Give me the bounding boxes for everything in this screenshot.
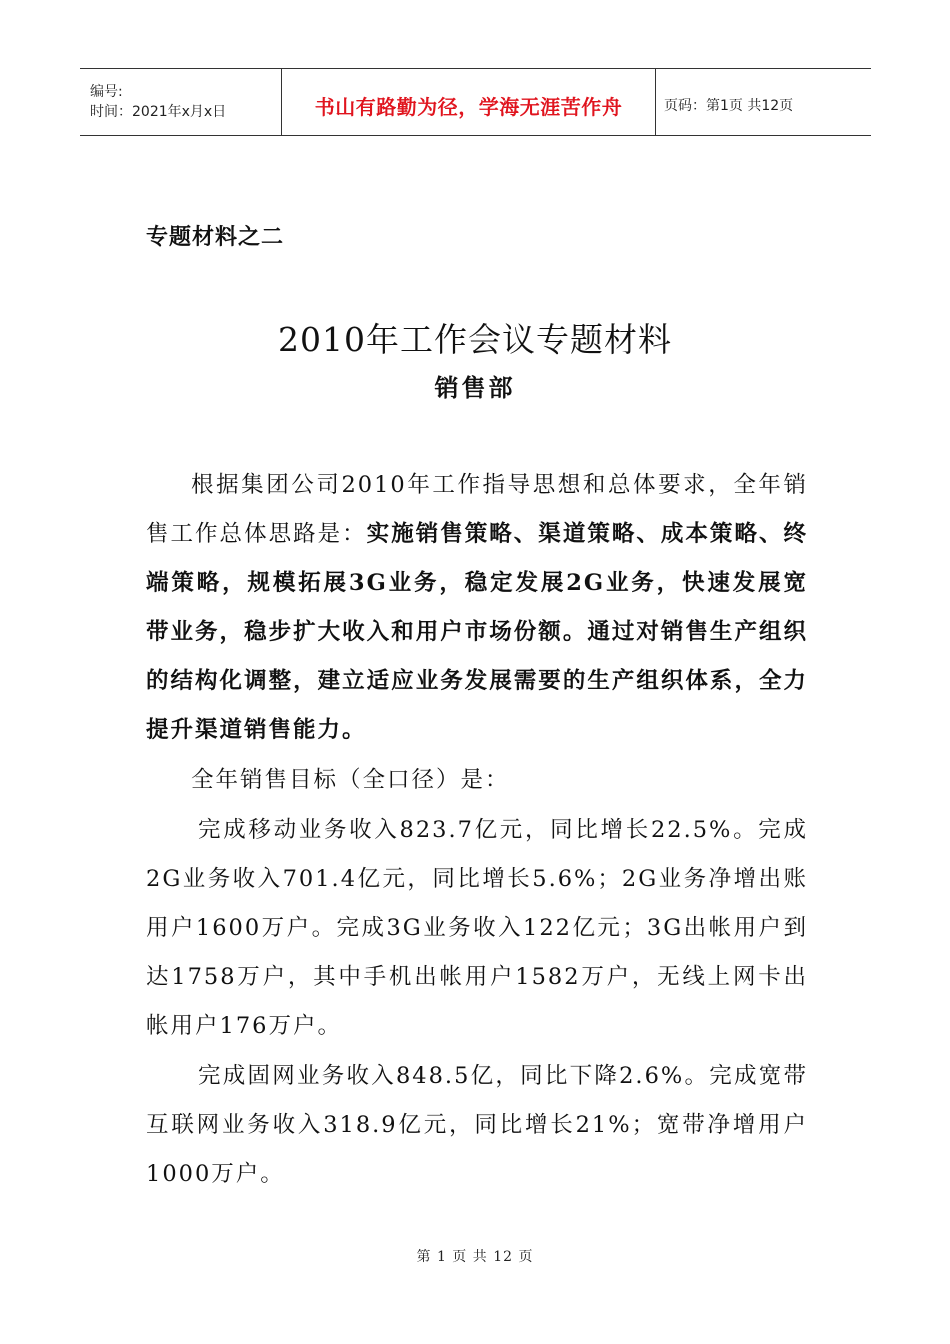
paragraph-overview — [146, 461, 808, 755]
section-label: 专题材料之二 — [146, 224, 285, 250]
paragraph-mobile-targets: 完成移动业务收入823.7亿元，同比增长22.5%。完成2G业务收入701.4亿元，同比增长5.6%；2G业务净增出账用户1600万户。完成3G业务收入122亿元；3G出帐用户到达1758万户，其中手机出帐用户1582万户，无线上网卡出帐用户176万户。 — [146, 817, 808, 1039]
header-page-cell — [656, 69, 871, 135]
paragraph-overview-emphasis: 实施销售策略、渠道策略、成本策略、终端策略，规模拓展3G业务，稳定发展2G业务，快速发展宽带业务，稳步扩大收入和用户市场份额。通过对销售生产组织的结构化调整，建立适应业务发展需要的生产组织体系，全力提升渠道销售能力。 — [146, 521, 808, 743]
header-meta-cell — [80, 69, 282, 135]
header-motto-cell — [282, 69, 656, 135]
header-table — [80, 68, 871, 136]
page-info: 页码：第1页 共12页 — [664, 98, 794, 114]
date-label: 时间：2021年x月x日 — [90, 104, 227, 120]
page-footer: 第 1 页 共 12 页 — [416, 1249, 534, 1265]
serial-number-label: 编号: — [90, 84, 123, 100]
paragraph-targets-intro: 全年销售目标（全口径）是： — [191, 767, 510, 793]
paragraph-fixed-targets: 完成固网业务收入848.5亿，同比下降2.6%。完成宽带互联网业务收入318.9亿元，同比增长21%；宽带净增用户1000万户。 — [146, 1063, 808, 1187]
motto-text: 书山有路勤为径，学海无涯苦作舟 — [314, 94, 623, 119]
department-subtitle: 销售部 — [434, 373, 516, 402]
document-title: 2010年工作会议专题材料 — [278, 320, 672, 359]
paragraph-overview-lead: 根据集团公司2010年工作指导思想和总体要求，全年销售工作总体思路是： — [146, 472, 808, 547]
